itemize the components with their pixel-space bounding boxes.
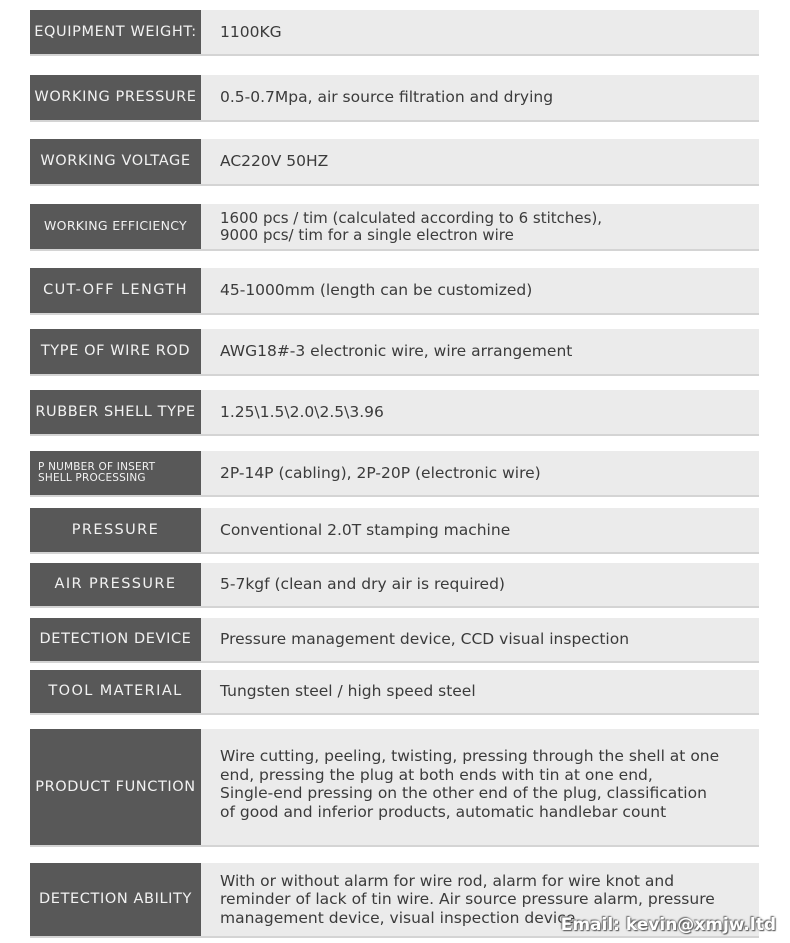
spec-label: DETECTION DEVICE	[30, 618, 201, 661]
email-watermark: Email: kevin@xmjw.ltd	[560, 915, 776, 935]
spec-value: AWG18#-3 electronic wire, wire arrangement	[220, 342, 573, 361]
spec-value: 1100KG	[220, 22, 282, 41]
spec-row-cut-off-length	[30, 268, 759, 315]
spec-label: AIR PRESSURE	[30, 563, 201, 606]
spec-label: EQUIPMENT WEIGHT:	[30, 10, 201, 54]
spec-label: TOOL MATERIAL	[30, 670, 201, 713]
spec-value: AC220V 50HZ	[220, 152, 329, 171]
spec-label: DETECTION ABILITY	[30, 863, 201, 936]
spec-value: Wire cutting, peeling, twisting, pressing through the shell at one end, pressing the plug at both ends with tin at one end, Single-end pressing on the other end of the plug, classification of good and inferior products, automatic handlebar count	[220, 747, 720, 821]
spec-value: Conventional 2.0T stamping machine	[220, 520, 511, 539]
spec-row-detection-device	[30, 618, 759, 663]
spec-value: With or without alarm for wire rod, alarm for wire knot and reminder of lack of tin wire. Air source pressure alarm, pressure management device, visual inspection device	[220, 871, 715, 927]
spec-row-insert-shell-processing	[30, 451, 759, 497]
spec-row-tool-material	[30, 670, 759, 715]
spec-value: Pressure management device, CCD visual inspection	[220, 630, 630, 649]
spec-row-pressure	[30, 508, 759, 554]
spec-value: Tungsten steel / high speed steel	[220, 682, 476, 701]
spec-value: 45-1000mm (length can be customized)	[220, 281, 533, 300]
spec-label: TYPE OF WIRE ROD	[30, 329, 201, 374]
spec-row-product-function	[30, 729, 759, 847]
spec-row-equipment-weight	[30, 10, 759, 56]
spec-label: PRODUCT FUNCTION	[30, 729, 201, 845]
spec-row-type-of-wire-rod	[30, 329, 759, 376]
spec-label: WORKING PRESSURE	[30, 75, 201, 120]
spec-row-rubber-shell-type	[30, 390, 759, 436]
spec-label: P NUMBER OF INSERT SHELL PROCESSING	[30, 451, 201, 495]
spec-label: RUBBER SHELL TYPE	[30, 390, 201, 434]
spec-value: 1600 pcs / tim (calculated according to 6 stitches), 9000 pcs/ tim for a single electron wire	[220, 209, 603, 244]
spec-row-air-pressure	[30, 563, 759, 608]
spec-value: 0.5-0.7Mpa, air source filtration and drying	[220, 88, 554, 107]
spec-value: 5-7kgf (clean and dry air is required)	[220, 575, 505, 594]
spec-label: CUT-OFF LENGTH	[30, 268, 201, 313]
spec-label: WORKING EFFICIENCY	[30, 204, 201, 249]
spec-row-working-efficiency	[30, 204, 759, 251]
spec-label: PRESSURE	[30, 508, 201, 552]
spec-label: WORKING VOLTAGE	[30, 139, 201, 184]
spec-row-working-pressure	[30, 75, 759, 122]
spec-row-working-voltage	[30, 139, 759, 186]
spec-value: 1.25\1.5\2.0\2.5\3.96	[220, 402, 384, 421]
spec-value: 2P-14P (cabling), 2P-20P (electronic wire)	[220, 463, 541, 482]
